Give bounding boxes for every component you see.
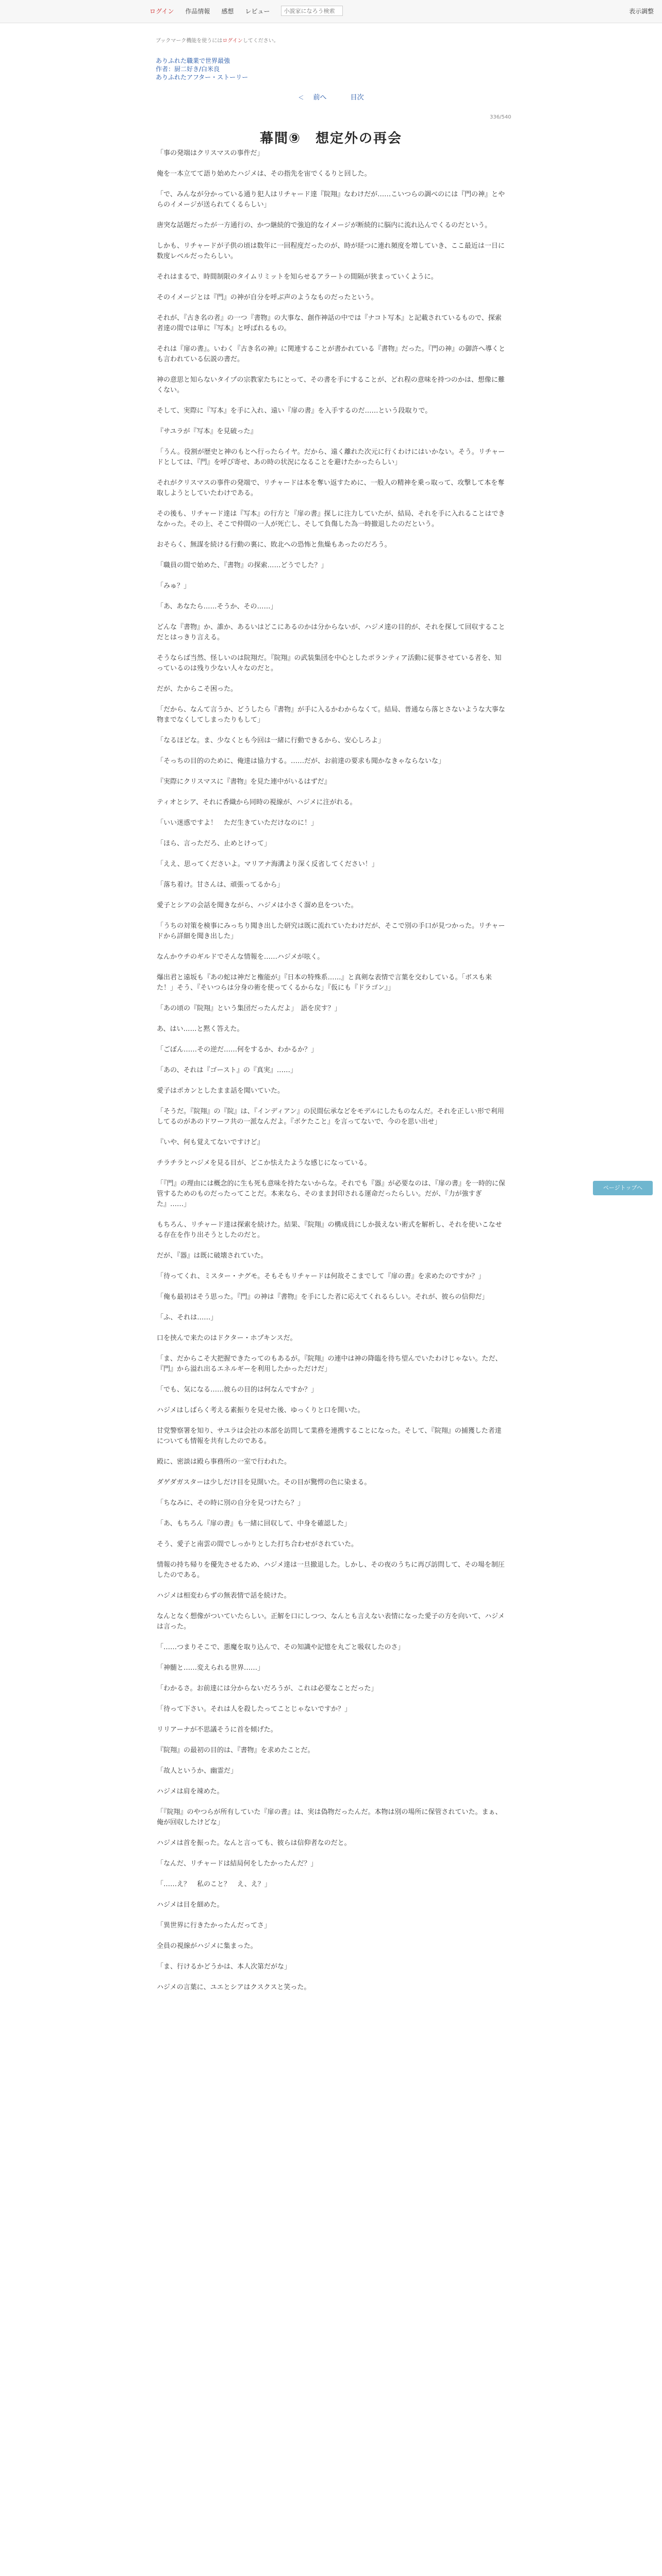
body-paragraph: 「落ち着け。甘さんは、頑張ってるから」 <box>157 881 284 889</box>
body-paragraph: 愛子はポカンとしたまま話を聞いていた。 <box>157 1087 285 1095</box>
novel-body <box>157 148 505 2003</box>
nav-link-info[interactable]: 作品情報 <box>185 7 210 15</box>
body-paragraph: 「ほら、言っただろ、止めとけって」 <box>157 840 271 848</box>
body-paragraph: 「そうだ。『院翔』の『院』は、『インディアン』の民間伝承などをモデルにしたものなんだ。それを正しい形で利用してるのがあのドワーフ共の一派なんだよ。『ボケたこと』を言ってないで、今のを思い出せ」 <box>157 1108 504 1126</box>
notice-prefix: ブックマーク機能を使うには <box>156 38 223 44</box>
body-paragraph: 口を挟んで来たのはドクター・ホプキンスだ。 <box>157 1334 297 1342</box>
bookmark-notice <box>156 36 279 44</box>
body-paragraph: 情報の持ち帰りを優先させるため、ハジメ達は一旦撤退した。しかし、その夜のうちに再び訪問して、その場を制圧したのである。 <box>157 1561 505 1579</box>
body-paragraph: 神の意思と知らないタイプの宗教家たちにとって、その書を手にすることが、どれ程の意味を持つのかは、想像に難くない。 <box>157 376 505 394</box>
body-paragraph: 「ま、だからこそ大把握できたってのもあるが。『院翔』の連中は神の降臨を待ち望んでいたわけじゃない。ただ、『門』から溢れ出るエネルギーを利用したかっただけだ」 <box>157 1355 502 1373</box>
body-paragraph: 俺を一本立てて語り始めたハジメは、その指先を宙でくるりと回した。 <box>157 170 371 178</box>
body-paragraph: 甘党警察署を知り、サユラは会社の本部を訪問して業務を連携することになった。そして、『院翔』の捕獲した者達についても情報を共有したのである。 <box>157 1427 502 1445</box>
notice-suffix: してください。 <box>242 38 279 44</box>
body-paragraph: 「神髄と……変えられる世界……」 <box>157 1664 264 1672</box>
body-paragraph: 「あの頃の『院翔』という集団だったんだよ」 語を戻す？」 <box>157 1005 341 1012</box>
body-paragraph: ハジメは肩を竦めた。 <box>157 1788 224 1795</box>
body-paragraph: 「……つまりそこで、悪魔を取り込んで、その知識や記憶を丸ごと吸収したのさ」 <box>157 1643 405 1651</box>
body-paragraph: そう、愛子と南雲の間でしっかりとした打ち合わせがされていた。 <box>157 1540 358 1548</box>
body-paragraph: なんかウチのギルドでそんな情報を……ハジメが呟く。 <box>157 953 324 961</box>
body-paragraph: 『実際にクリスマスに『書物』を見た連中がいるはずだ』 <box>157 778 331 786</box>
body-paragraph: しかも、リチャードが子供の頃は数年に一回程度だったのが、時が経つに連れ頻度を増していき、ここ最近は一日に数度レベルだったらしい。 <box>157 242 505 260</box>
chevron-left-icon: ＜ <box>298 94 304 101</box>
body-paragraph: 唐突な話題だったが一方通行の、かつ継続的で強迫的なイメージが断続的に脳内に流れ込んでくるのだという。 <box>157 222 492 229</box>
body-paragraph: 「待ってくれ、ミスター・ナグモ。そもそもリチャードは何故そこまでして『扉の書』を求めたのですか？」 <box>157 1273 485 1280</box>
body-paragraph: それが、『古き名の者』の一つ『書物』の大事な、創作神話の中では『ナコト写本』と記載されているもので、探索者達の間では単に『写本』と呼ばれるもの。 <box>157 314 502 332</box>
body-paragraph: ハジメは相変わらずの無表情で話を続けた。 <box>157 1592 291 1600</box>
body-paragraph: 「ごぼん……その逆だ……何をするか、わかるか？」 <box>157 1046 318 1054</box>
prev-label: 前へ <box>313 94 327 101</box>
body-paragraph: ハジメは首を振った。なんと言っても、彼らは信仰者なのだと。 <box>157 1839 351 1847</box>
body-paragraph: おそらく、無謀を続ける行動の裏に、敗北への恐怖と焦燥もあったのだろう。 <box>157 541 391 549</box>
body-paragraph: 「ええ、思ってくださいよ。マリアナ海溝より深く反省してください！」 <box>157 860 378 868</box>
body-paragraph: ティオとシア、それに香織から同時の視線が、ハジメに注がれる。 <box>157 799 357 806</box>
body-paragraph: 「故人というか、幽霊だ」 <box>157 1767 238 1775</box>
body-paragraph: 「ま、行けるかどうかは、本人次第だがな」 <box>157 1963 291 1971</box>
pager-top <box>0 92 662 101</box>
body-paragraph: 殿に、密談は殿ら事務所の一室で行われた。 <box>157 1458 291 1466</box>
page-number: 336/540 <box>490 114 511 120</box>
series-author[interactable]: 作者：厨二好き/白米良 <box>156 65 220 73</box>
body-paragraph: 「うん。役割が歴史と神のもとへ行ったらイヤ。だから、遠く離れた次元に行くわけにはいかない。そう。リチャードとしては、『門』を呼び寄せ、あの時の状況になることを避けたかったらしい」 <box>157 448 505 466</box>
body-paragraph: ハジメの言葉に、ユエとシアはクスクスと笑った。 <box>157 1984 311 1991</box>
body-paragraph: 「あ、あなたら……そうか、その……」 <box>157 603 277 611</box>
body-paragraph: だが、『器』は既に破壊されていた。 <box>157 1252 268 1260</box>
body-paragraph: 「……え？ 私のこと？ え、え？」 <box>157 1880 271 1888</box>
body-paragraph: 「そっちの目的のために、俺達は協力する。……だが、お前達の要求も聞かなきゃならないな」 <box>157 757 445 765</box>
body-paragraph: 「いい迷惑ですよ！ ただ生きていただけなのに！」 <box>157 819 318 827</box>
body-paragraph: 「だから、なんて言うか、どうしたら『書物』が手に入るかわからなくて。結局、普通なら落とさないような大事な物までなくしてしまったりもして」 <box>157 706 505 724</box>
body-paragraph: それがクリスマスの事件の発端で、リチャードは本を奪い返すために、一般人の精神を乗っ取って、攻撃して本を奪取しようとしていたわけである。 <box>157 479 505 497</box>
body-paragraph: 「異世界に行きたかったんだってさ」 <box>157 1922 271 1929</box>
body-paragraph: 「あの、それは『ゴースト』の『真実』……」 <box>157 1066 297 1074</box>
body-paragraph: どんな『書物』か、誰か、あるいはどこにあるのかは分からないが、ハジメ達の目的が、それを探して回収することだとはっきり言える。 <box>157 623 505 641</box>
body-paragraph: ハジメは目を細めた。 <box>157 1901 224 1909</box>
body-paragraph: 「俺も最初はそう思った。『門』の神は『書物』を手にした者に応えてくれるらしい。それが、彼らの信仰だ」 <box>157 1293 489 1301</box>
login-link[interactable]: ログイン <box>150 7 174 15</box>
chapter-title: 幕間⑨ 想定外の再会 <box>259 131 402 146</box>
body-paragraph: 「『門』の理由には概念的に生も死も意味を持たないからな。それでも『器』が必要なのは、『扉の書』を一時的に保管するためのものだったってことだ。本来なら、そのまま封印される運命だったらしい。だが、『力が強すぎた』……」 <box>157 1180 506 1208</box>
series-subtitle[interactable]: ありふれたアフター・ストーリー <box>156 74 249 81</box>
body-paragraph: ダゲダガスターは少しだけ目を見開いた。その目が驚愕の色に染まる。 <box>157 1479 371 1486</box>
nav-link-impressions[interactable]: 感想 <box>221 7 234 15</box>
body-paragraph: もちろん、リチャード達は探索を続けた。結果、『院翔』の構成員にしか扱えない術式を解析し、それを使いこなせる存在を作り出そうとしたのだと。 <box>157 1221 502 1239</box>
body-paragraph: 「ちなみに、その時に別の自分を見つけたら？」 <box>157 1499 305 1507</box>
toc-link[interactable]: 目次 <box>350 94 364 101</box>
body-paragraph: 「事の発端はクリスマスの事件だ」 <box>157 149 264 157</box>
body-paragraph: 「でも、気になる……彼らの目的は何なんですか？」 <box>157 1386 318 1394</box>
body-paragraph: 「あ、もちろん『扉の書』も一緒に回収して、中身を確認した」 <box>157 1520 351 1528</box>
body-paragraph: 「うちの対策を検事にみっちり聞き出した研究は既に流れていたわけだが、そこで別の手口が見つかった。リチャードから詳細を聞き出した」 <box>157 922 505 940</box>
body-paragraph: 「わかるさ。お前達には分からないだろうが、これは必要なことだった」 <box>157 1685 378 1692</box>
body-paragraph: そのイメージとは『門』の神が自分を呼ぶ声のようなものだったという。 <box>157 294 378 301</box>
page-top-button[interactable]: ページトップへ <box>593 1181 653 1195</box>
body-paragraph: リリアーナが不思議そうに首を傾げた。 <box>157 1726 277 1734</box>
body-paragraph: 「で、みんなが分かっている通り犯人はリチャード達『院翔』なわけだが……こいつらの調べのには『門の神』とやらのイメージが送られてくるらしい」 <box>157 191 505 209</box>
body-paragraph: その後も、リチャード達は『写本』の行方と『扉の書』探しに注力していたが、結局、それを手に入れることはできなかった。その上、そこで仲間の一人が死亡し、そして負傷した為一時撤退したのだという。 <box>157 510 505 528</box>
body-paragraph: 「みゅ？」 <box>157 582 191 590</box>
display-settings-link[interactable]: 表示調整 <box>628 8 654 15</box>
series-info <box>156 57 248 81</box>
body-paragraph: あ、はい……と黙く答えた。 <box>157 1025 244 1033</box>
notice-login-link[interactable]: ログイン <box>222 38 243 44</box>
body-paragraph: だが、たからこそ困った。 <box>157 685 238 693</box>
top-menu <box>150 6 343 16</box>
prev-link[interactable] <box>298 94 334 101</box>
body-paragraph: 「職員の間で始めた、『書物』の探索……どうでした？」 <box>157 562 328 569</box>
body-paragraph: 「なるほどな。ま、少なくとも今回は一緒に行動できるから、安心しろよ」 <box>157 737 385 744</box>
body-paragraph: それは『扉の書』。いわく『古き名の神』に関連することが書かれている『書物』だった。『門の神』の御許へ導くとも言われている伝説の書だ。 <box>157 345 506 363</box>
body-paragraph: なんとなく想像がついていたらしい。正解を口にしつつ、なんとも言えない表情になった愛子の方を向いて、ハジメは言った。 <box>157 1613 505 1631</box>
body-paragraph: それはまるで、時間制限のタイムリミットを知らせるアラートの間隔が狭まっていくように。 <box>157 273 438 281</box>
body-paragraph: 「ふ、それは……」 <box>157 1314 218 1321</box>
top-nav-bar <box>0 0 662 23</box>
body-paragraph: 愛子とシアの会話を聞きながら、ハジメは小さく溜め息をついた。 <box>157 902 358 909</box>
nav-link-reviews[interactable]: レビュー <box>245 7 270 15</box>
body-paragraph: 「『院翔』のやつらが所有していた『扉の書』は、実は偽物だったんだ。本物は別の場所に保管されていた。まぁ、俺が回収したけどな」 <box>157 1808 502 1826</box>
body-paragraph: 『院翔』の最初の目的は、『書物』を求めたことだ。 <box>157 1747 315 1754</box>
search-input[interactable] <box>281 6 343 16</box>
body-paragraph: 「待って下さい。それは人を殺したってことじゃないですか？」 <box>157 1705 352 1713</box>
body-paragraph: 「なんだ、リチャードは結局何をしたかったんだ？」 <box>157 1860 318 1868</box>
body-paragraph: そうならば当然、怪しいのは院翔だ。『院翔』の武装集団を中心としたボランティア活動に従事させている者を、知っているのは残り少ない人々なのだと。 <box>157 654 502 672</box>
body-paragraph: 『サユラが『写本』を見破った』 <box>157 428 257 435</box>
body-paragraph: そして、実際に『写本』を手に入れ、遠い『扉の書』を入手するのだ……という段取りで。 <box>157 407 432 415</box>
series-title-link[interactable]: ありふれた職業で世界最強 <box>156 57 230 64</box>
body-paragraph: 爆出君と遠坂も『あの蛇は神だと権能が』『日本の特殊系……』と真剣な表情で言葉を交わしている。「ボスも来た！」そう、『そいつらは分身の術を使ってくるからな」『仮にも『ドラゴン』」 <box>157 974 492 992</box>
body-paragraph: ハジメはしばらく考える素振りを見せた後、ゆっくりと口を開いた。 <box>157 1406 365 1414</box>
body-paragraph: 『いや、何も覚えてないですけど』 <box>157 1139 264 1146</box>
body-paragraph: チラチラとハジメを見る目が、どこか怯えたような感じになっている。 <box>157 1159 371 1167</box>
body-paragraph: 全員の視線がハジメに集まった。 <box>157 1942 257 1950</box>
